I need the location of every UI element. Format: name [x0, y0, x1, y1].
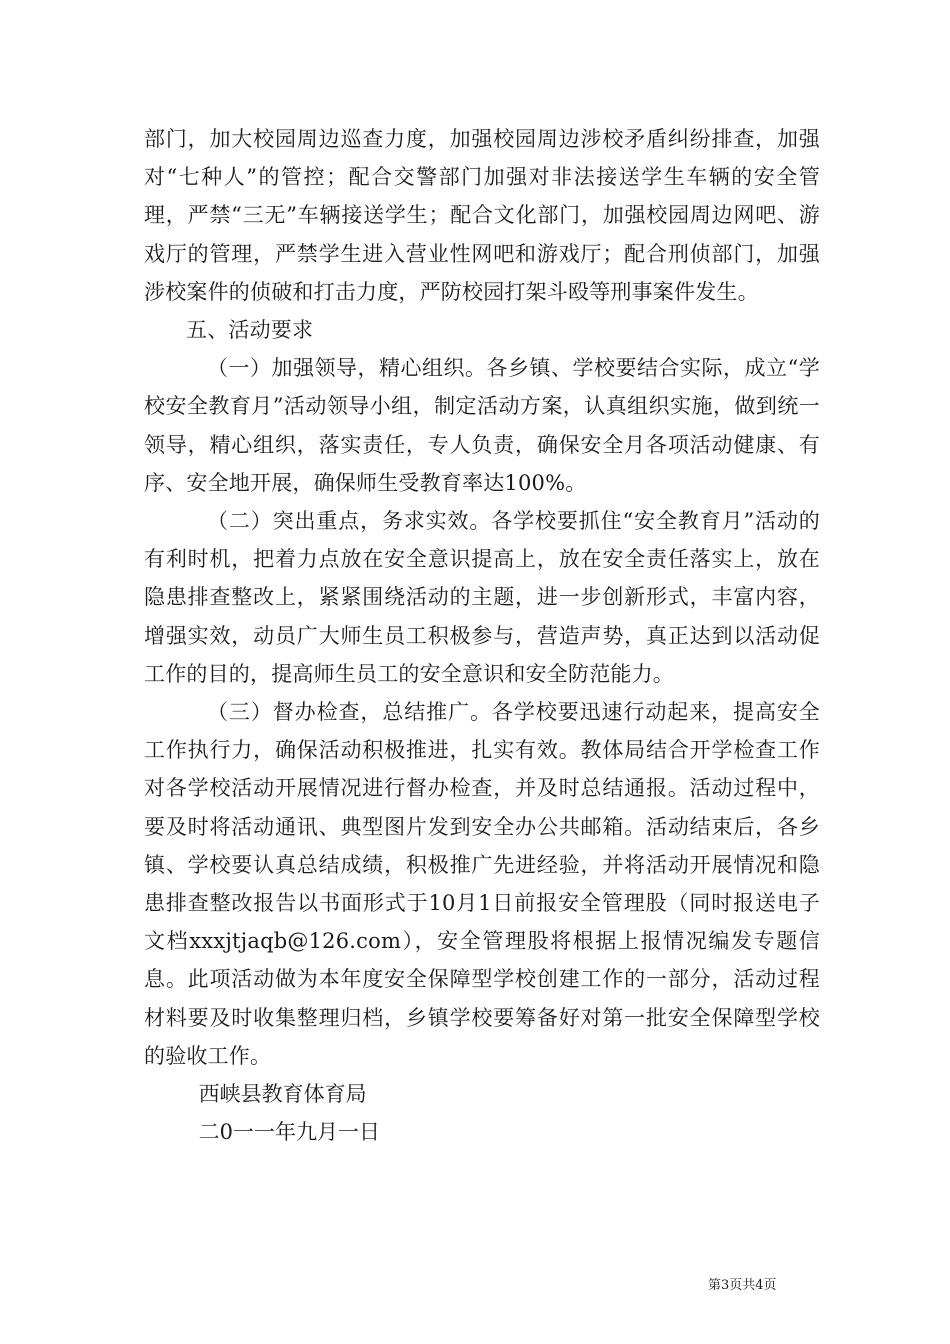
paragraph-continued: 部门，加大校园周边巡查力度，加强校园周边涉校矛盾纠纷排查，加强对“七种人”的管控；配合交警部门加强对非法接送学生车辆的安全管理，严禁“三无”车辆接送学生；配合文化部门，加强校园周边网吧、游戏厅的管理，严禁学生进入营业性网吧和游戏厅；配合刑侦部门，加强涉校案件的侦破和打击力度，严防校园打架斗殴等刑事案件发生。: [144, 127, 820, 304]
paragraph-requirement-3: （三）督办检查，总结推广。各学校要迅速行动起来，提高安全工作执行力，确保活动积极推进，扎实有效。教体局结合开学检查工作对各学校活动开展情况进行督办检查，并及时总结通报。活动过程中，要及时将活动通讯、典型图片发到安全办公共邮箱。活动结束后，各乡镇、学校要认真总结成绩，积极推广先进经验，并将活动开展情况和隐患排查整改报告以书面形式于10月1日前报安全管理股（同时报送电子文档xxxjtjaqb@126.com），安全管理股将根据上报情况编发专题信息。此项活动做为本年度安全保障型学校创建工作的一部分，活动过程材料要及时收集整理归档，乡镇学校要筹备好对第一批安全保障型学校的验收工作。: [144, 700, 820, 1068]
section-heading: 五、活动要求: [186, 318, 314, 343]
signature-organization: 西峡县教育体育局: [198, 1082, 367, 1107]
page-number: 第3页共4页: [708, 1278, 777, 1293]
signature-date: 二0一一年九月一日: [198, 1120, 380, 1145]
paragraph-requirement-1: （一）加强领导，精心组织。各乡镇、学校要结合实际，成立“学校安全教育月”活动领导小组，制定活动方案，认真组织实施，做到统一领导，精心组织，落实责任，专人负责，确保安全月各项活动健康、有序、安全地开展，确保师生受教育率达100%。: [144, 356, 820, 495]
paragraph-requirement-2: （二）突出重点，务求实效。各学校要抓住“安全教育月”活动的有利时机，把着力点放在安全意识提高上，放在安全责任落实上，放在隐患排查整改上，紧紧围绕活动的主题，进一步创新形式，丰富内容，增强实效，动员广大师生员工积极参与，营造声势，真正达到以活动促工作的目的，提高师生员工的安全意识和安全防范能力。: [144, 509, 820, 686]
document-body: [144, 120, 820, 1151]
